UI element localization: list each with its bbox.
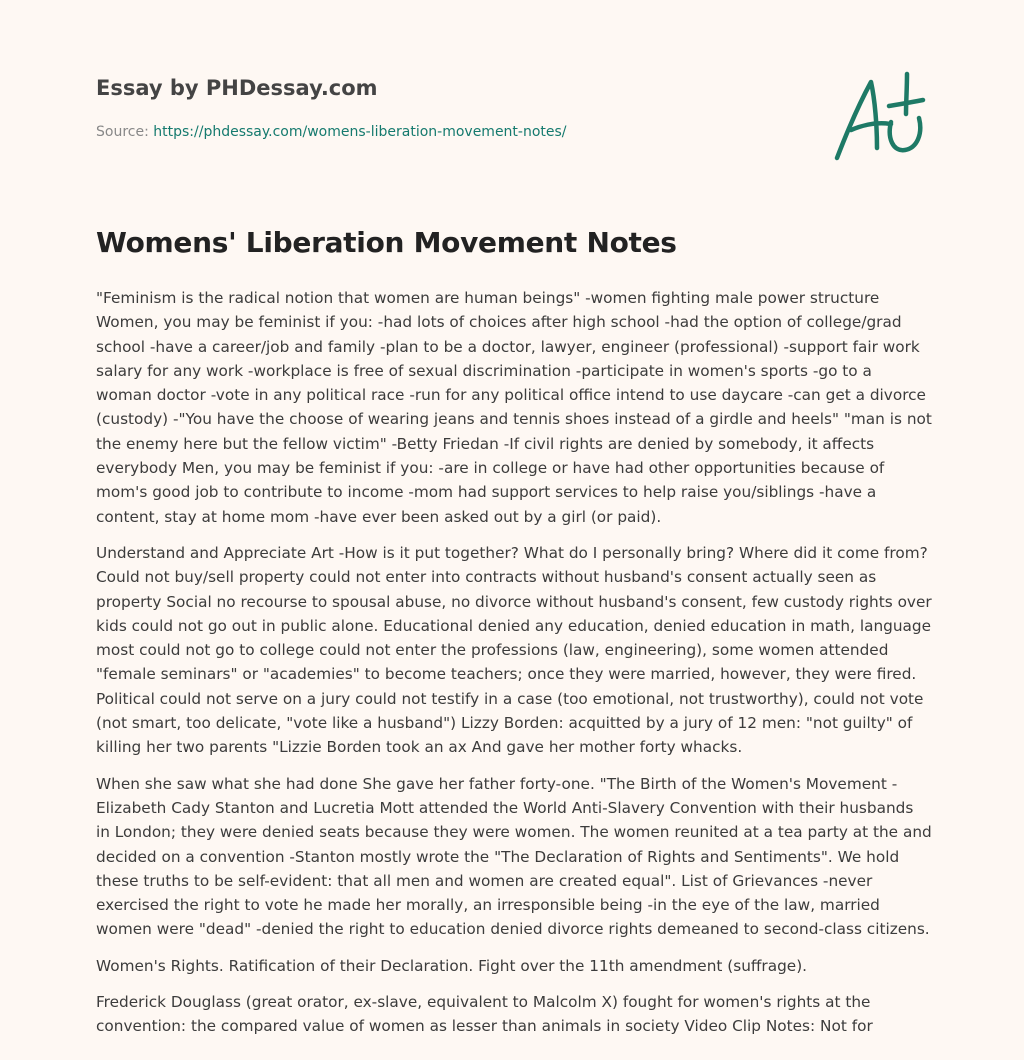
essay-body xyxy=(96,286,932,1051)
essay-paragraph: "Feminism is the radical notion that women are human beings" -women fighting male power structure Women, you may be feminist if you: -had lots of choices after high school -had the option of college/grad school -have a career/job and family -plan to be a doctor, lawyer, engineer (professional) -support fair work salary for any work -workplace is free of sexual discrimination -participate in women's sports -go to a woman doctor -vote in any political race -run for any political office intend to use daycare -can get a divorce (custody) -"You have the choose of wearing jeans and tennis shoes instead of a girdle and heels" "man is not the enemy here but the fellow victim" -Betty Friedan -If civil rights are denied by somebody, it affects everybody Men, you may be feminist if you: -are in college or have had other opportunities because of mom's good job to contribute to income -mom had support services to help raise you/siblings -have a content, stay at home mom -have ever been asked out by a girl (or paid). xyxy=(96,289,932,526)
essay-paragraph: Frederick Douglass (great orator, ex-slave, equivalent to Malcolm X) fought for women's rights at the convention: the compared value of women as lesser than animals in society Video Clip Notes: Not for xyxy=(96,993,873,1036)
essay-title: Womens' Liberation Movement Notes xyxy=(96,226,677,259)
a-plus-logo-icon xyxy=(831,68,933,164)
essay-paragraph: When she saw what she had done She gave her father forty-one. "The Birth of the Women's Movement -Elizabeth Cady Stanton and Lucretia Mott attended the World Anti-Slavery Convention with their husbands in London; they were denied seats because they were women. The women reunited at a tea party at the and decided on a convention -Stanton mostly wrote the "The Declaration of Rights and Sentiments". We hold these truths to be self-evident: that all men and women are created equal". List of Grievances -never exercised the right to vote he made her morally, an irresponsible being -in the eye of the law, married women were "dead" -denied the right to education denied divorce rights demeaned to second-class citizens. xyxy=(96,774,932,939)
essay-paragraph: Understand and Appreciate Art -How is it put together? What do I personally bring? Where did it come from? Could not buy/sell property could not enter into contracts without husband's consent actually seen as property Social no recourse to spousal abuse, no divorce without husband's consent, few custody rights over kids could not go out in public alone. Educational denied any education, denied education in math, language most could not go to college could not enter the professions (law, engineering), some women attended "female seminars" or "academies" to become teachers; once they were married, however, they were fired. Political could not serve on a jury could not testify in a case (too emotional, not trustworthy), could not vote (not smart, too delicate, "vote like a husband") Lizzy Borden: acquitted by a jury of 12 men: "not guilty" of killing her two parents "Lizzie Borden took an ax And gave her mother forty whacks. xyxy=(96,543,932,757)
page-header xyxy=(96,0,928,200)
essay-paragraph: Women's Rights. Ratification of their Declaration. Fight over the 11th amendment (suffrage). xyxy=(96,956,808,975)
source-link[interactable]: https://phdessay.com/womens-liberation-movement-notes/ xyxy=(153,124,567,140)
site-brand: Essay by PHDessay.com xyxy=(96,76,378,100)
source-label: Source: xyxy=(96,124,154,140)
source-line xyxy=(96,124,567,140)
